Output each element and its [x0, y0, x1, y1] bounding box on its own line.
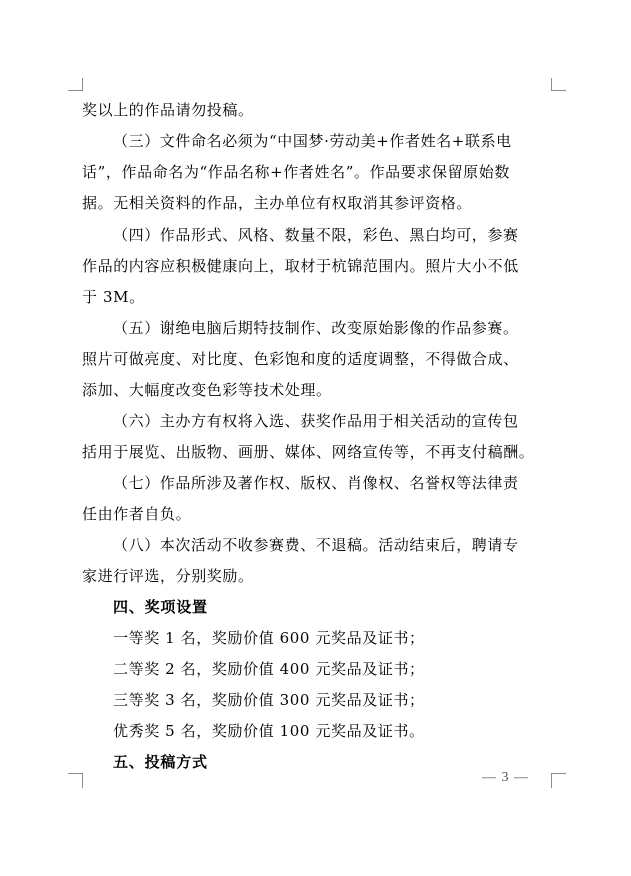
body-line: 于 3M。 [82, 288, 145, 306]
body-line: 作品的内容应积极健康向上，取材于杭锦范围内。照片大小不低 [82, 257, 519, 275]
crop-mark-top-left [68, 78, 83, 91]
body-line: （七）作品所涉及著作权、版权、肖像权、名誉权等法律责 [113, 474, 519, 492]
body-line: 照片可做亮度、对比度、色彩饱和度的适度调整，不得做合成、 [82, 350, 519, 368]
body-line: （四）作品形式、风格、数量不限，彩色、黑白均可，参赛 [113, 226, 519, 244]
body-line: 添加、大幅度改变色彩等技术处理。 [82, 381, 332, 399]
crop-mark-bottom-left [68, 773, 83, 788]
section-heading-awards: 四、奖项设置 [113, 598, 208, 616]
award-item: 一等奖 1 名，奖励价值 600 元奖品及证书； [113, 629, 425, 647]
award-item: 三等奖 3 名，奖励价值 300 元奖品及证书； [113, 691, 425, 709]
section-heading-submission: 五、投稿方式 [113, 753, 208, 771]
body-line: （五）谢绝电脑后期特技制作、改变原始影像的作品参赛。 [113, 319, 519, 337]
body-line: （六）主办方有权将入选、获奖作品用于相关活动的宣传包 [113, 412, 519, 430]
body-line: 据。无相关资料的作品，主办单位有权取消其参评资格。 [82, 194, 473, 212]
crop-mark-bottom-right [551, 773, 566, 788]
body-line: （八）本次活动不收参赛费、不退稿。活动结束后，聘请专 [113, 536, 519, 554]
body-line: （三）文件命名必须为“中国梦·劳动美+作者姓名+联系电 [113, 132, 512, 150]
body-line: 家进行评选，分别奖励。 [82, 567, 254, 585]
page-number: — 3 — [482, 770, 529, 785]
award-item: 优秀奖 5 名，奖励价值 100 元奖品及证书。 [113, 722, 425, 740]
body-line: 括用于展览、出版物、画册、媒体、网络宣传等，不再支付稿酬。 [82, 443, 535, 461]
body-line: 任由作者自负。 [82, 505, 192, 523]
body-line: 奖以上的作品请勿投稿。 [82, 101, 254, 119]
body-line: 话”，作品命名为“作品名称+作者姓名”。作品要求保留原始数 [82, 163, 510, 181]
crop-mark-top-right [551, 78, 566, 91]
award-item: 二等奖 2 名，奖励价值 400 元奖品及证书； [113, 660, 425, 678]
